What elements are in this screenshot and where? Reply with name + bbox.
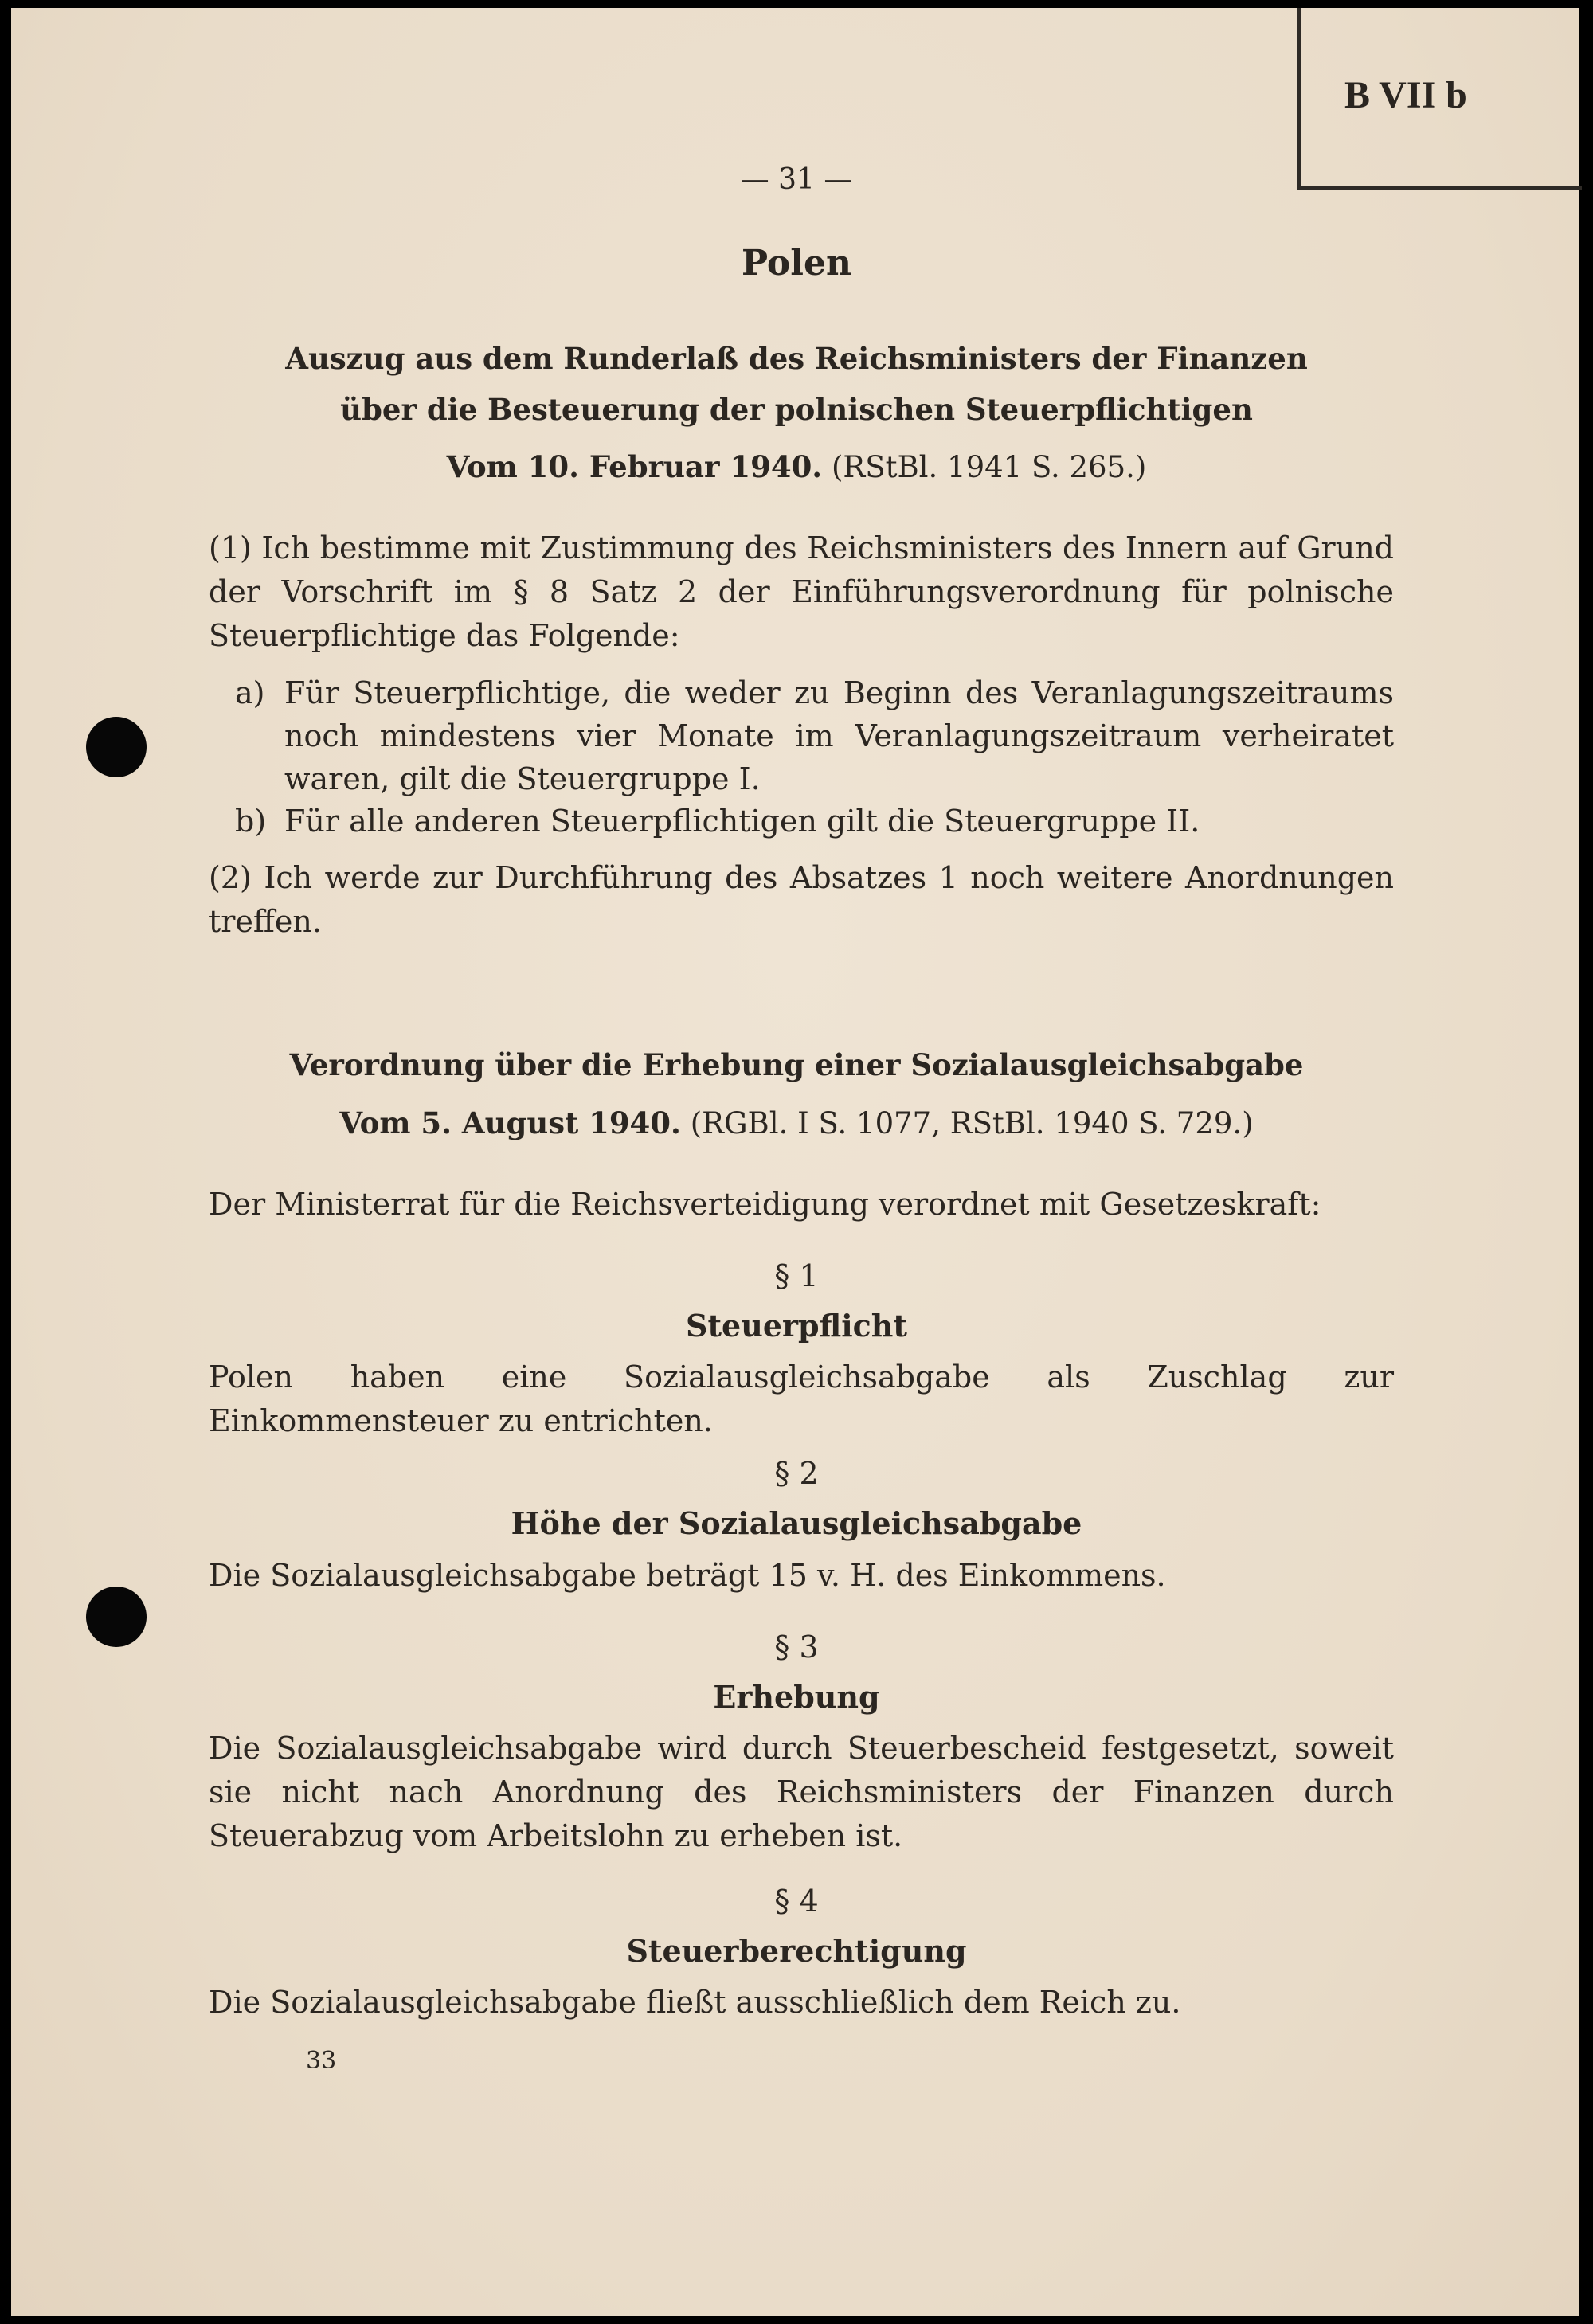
section-2-title: Höhe der Sozialausgleichsabgabe bbox=[511, 1505, 1082, 1541]
page-title: Polen bbox=[742, 243, 851, 284]
section-3-title: Erhebung bbox=[713, 1679, 880, 1715]
section-2-number: § 2 bbox=[774, 1456, 819, 1491]
decree-source: (RStBl. 1941 S. 265.) bbox=[831, 450, 1147, 484]
section-1-number: § 1 bbox=[774, 1258, 819, 1293]
decree-heading-line2: über die Besteuerung der polnischen Steuerpflichtigen bbox=[340, 392, 1253, 427]
ordinance-date: Vom 5. August 1940. bbox=[339, 1105, 681, 1140]
ordinance-source: (RGBl. I S. 1077, RStBl. 1940 S. 729.) bbox=[690, 1106, 1254, 1140]
archive-label: B VII b bbox=[1344, 74, 1467, 116]
decree-date-line bbox=[0, 439, 1593, 495]
signature-mark: 33 bbox=[306, 2047, 337, 2075]
item-a-letter: a) bbox=[235, 675, 265, 710]
ordinance-date-line bbox=[0, 1095, 1593, 1152]
section-4-title: Steuerberechtigung bbox=[626, 1933, 967, 1969]
item-a-text: Für Steuerpflichtige, die weder zu Beginn des Veranlagungszeitraums noch mindestens vier Monate im Veranlagungszeitraum verheiratet waren, gilt die Steuergruppe I. bbox=[284, 675, 1394, 796]
punch-hole-icon bbox=[86, 717, 147, 777]
decree-item-b bbox=[235, 800, 1394, 844]
section-2-text: Die Sozialausgleichsabgabe beträgt 15 v. H. des Einkommens. bbox=[209, 1558, 1166, 1593]
decree-heading-line1: Auszug aus dem Runderlaß des Reichsministers der Finanzen bbox=[285, 341, 1308, 376]
decree-paragraph-2: (2) Ich werde zur Durchführung des Absatzes 1 noch weitere Anordnungen treffen. bbox=[209, 860, 1394, 939]
section-1-text: Polen haben eine Sozialausgleichsabgabe als Zuschlag zur Einkommensteuer zu entrichten. bbox=[209, 1360, 1394, 1438]
section-3-text: Die Sozialausgleichsabgabe wird durch Steuerbescheid festgesetzt, soweit sie nicht nach Anordnung des Reichsministers der Finanzen durch Steuerabzug vom Arbeitslohn zu erheben ist. bbox=[209, 1731, 1394, 1853]
section-4-number: § 4 bbox=[774, 1884, 819, 1919]
ordinance-title: Verordnung über die Erhebung einer Sozialausgleichsabgabe bbox=[289, 1047, 1304, 1082]
decree-item-a bbox=[235, 671, 1394, 799]
archive-label-box bbox=[1297, 8, 1582, 190]
page-number: — 31 — bbox=[740, 163, 853, 196]
section-3-number: § 3 bbox=[774, 1630, 819, 1665]
section-1-title: Steuerpflicht bbox=[686, 1308, 907, 1344]
ordinance-intro: Der Ministerrat für die Reichsverteidigung verordnet mit Gesetzeskraft: bbox=[209, 1187, 1321, 1222]
decree-date: Vom 10. Februar 1940. bbox=[446, 449, 823, 484]
item-b-text: Für alle anderen Steuerpflichtigen gilt die Steuergruppe II. bbox=[284, 804, 1200, 839]
decree-paragraph-1: (1) Ich bestimme mit Zustimmung des Reichsministers des Innern auf Grund der Vorschrift im § 8 Satz 2 der Einführungsverordnung für polnische Steuerpflichtige das Folgende: bbox=[209, 530, 1394, 653]
item-b-letter: b) bbox=[235, 804, 267, 839]
section-4-text: Die Sozialausgleichsabgabe fließt ausschließlich dem Reich zu. bbox=[209, 1985, 1181, 2020]
